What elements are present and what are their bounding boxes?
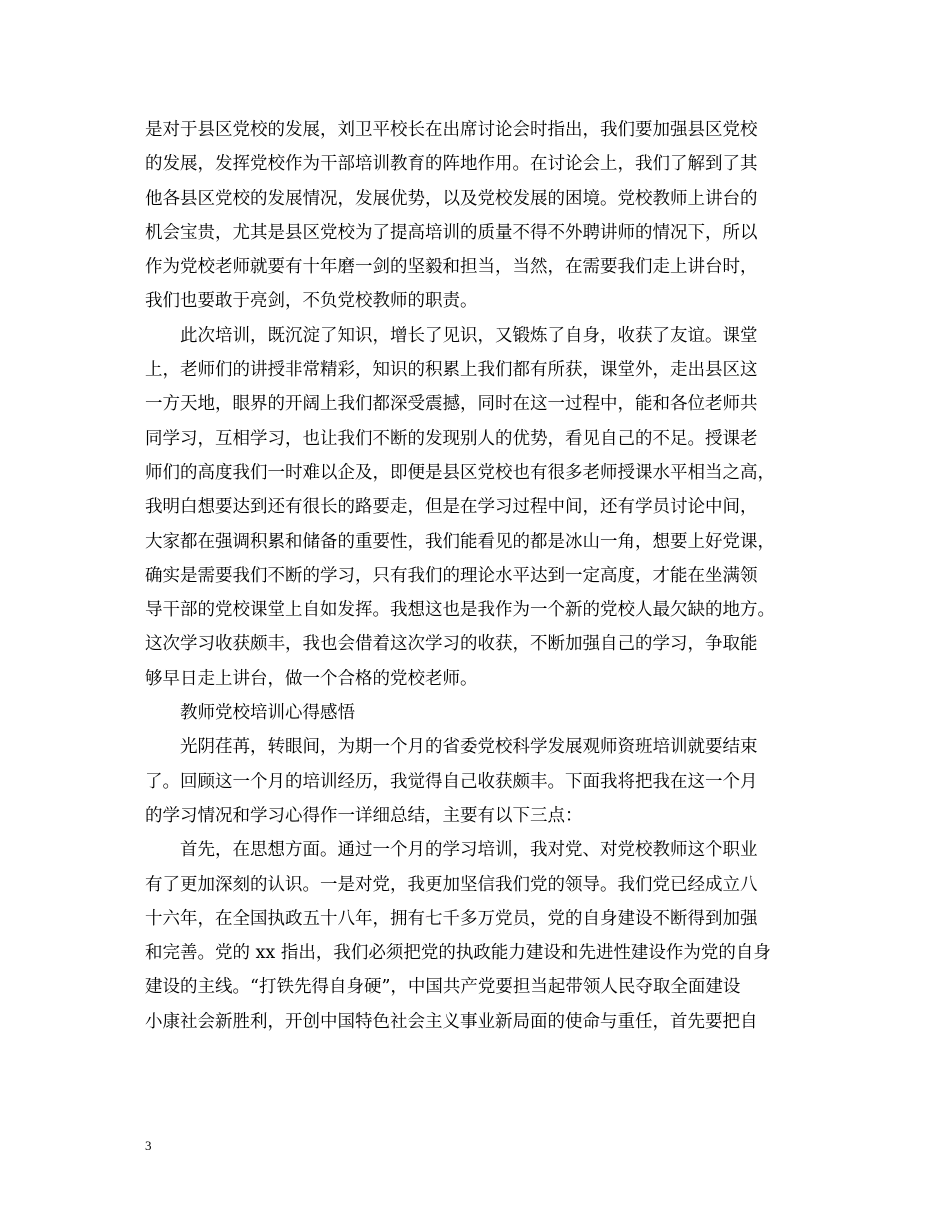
text-line: 此次培训，既沉淀了知识，增长了见识，又锻炼了自身，收获了友谊。课堂 (180, 325, 758, 346)
paragraph (145, 730, 825, 833)
page-number: 3 (145, 1138, 152, 1153)
paragraph (145, 319, 825, 696)
text-line: 够早日走上讲台，做一个合格的党校老师。 (145, 668, 478, 689)
text-line: 导干部的党校课堂上自如发挥。我想这也是我作为一个新的党校人最欠缺的地方。 (145, 600, 775, 621)
text-line: 一方天地，眼界的开阔上我们都深受震撼，同时在这一过程中，能和各位老师共 (145, 394, 758, 415)
document-body (145, 113, 825, 1039)
text-line: 他各县区党校的发展情况，发展优势，以及党校发展的困境。党校教师上讲台的 (145, 188, 758, 209)
text-line: 十六年，在全国执政五十八年，拥有七千多万党员，党的自身建设不断得到加强 (145, 908, 758, 929)
text-line: 这次学习收获颇丰，我也会借着这次学习的收获，不断加强自己的学习，争取能 (145, 634, 758, 655)
text-line: 我明白想要达到还有很长的路要走，但是在学习过程中间，还有学员讨论中间， (145, 497, 758, 518)
text-line: 首先，在思想方面。通过一个月的学习培训，我对党、对党校教师这个职业 (180, 840, 758, 861)
text-line: 光阴荏苒，转眼间，为期一个月的省委党校科学发展观师资班培训就要结束 (180, 737, 758, 758)
text-line: 了。回顾这一个月的培训经历，我觉得自己收获颇丰。下面我将把我在这一个月 (145, 771, 758, 792)
text-line: 机会宝贵，尤其是县区党校为了提高培训的质量不得不外聘讲师的情况下，所以 (145, 222, 758, 243)
text-line: 有了更加深刻的认识。一是对党，我更加坚信我们党的领导。我们党已经成立八 (145, 874, 758, 895)
text-line: 的学习情况和学习心得作一详细总结，主要有以下三点： (145, 805, 583, 826)
section-heading: 教师党校培训心得感悟 (180, 703, 355, 724)
text-line: 建设的主线。“打铁先得自身硬”，中国共产党要担当起带领人民夺取全面建设 (145, 977, 741, 998)
text-line: 的发展，发挥党校作为干部培训教育的阵地作用。在讨论会上，我们了解到了其 (145, 154, 758, 175)
text-line: 上，老师们的讲授非常精彩，知识的积累上我们都有所获，课堂外，走出县区这 (145, 360, 758, 381)
text-line: 大家都在强调积累和储备的重要性，我们能看见的都是冰山一角，想要上好党课， (145, 531, 775, 552)
paragraph (145, 113, 825, 319)
text-line: 同学习，互相学习，也让我们不断的发现别人的优势，看见自己的不足。授课老 (145, 428, 758, 449)
text-line: 师们的高度我们一时难以企及，即便是县区党校也有很多老师授课水平相当之高， (145, 462, 775, 483)
paragraph (145, 833, 825, 1039)
text-line: 小康社会新胜利，开创中国特色社会主义事业新局面的使命与重任，首先要把自 (145, 1011, 758, 1032)
text-line: 确实是需要我们不断的学习，只有我们的理论水平达到一定高度，才能在坐满领 (145, 565, 758, 586)
text-line: 作为党校老师就要有十年磨一剑的坚毅和担当，当然，在需要我们走上讲台时， (145, 257, 758, 278)
text-line: 和完善。党的 xx 指出，我们必须把党的执政能力建设和先进性建设作为党的自身 (145, 943, 771, 964)
text-line: 是对于县区党校的发展，刘卫平校长在出席讨论会时指出，我们要加强县区党校 (145, 120, 758, 140)
text-line: 我们也要敢于亮剑，不负党校教师的职责。 (145, 291, 478, 312)
